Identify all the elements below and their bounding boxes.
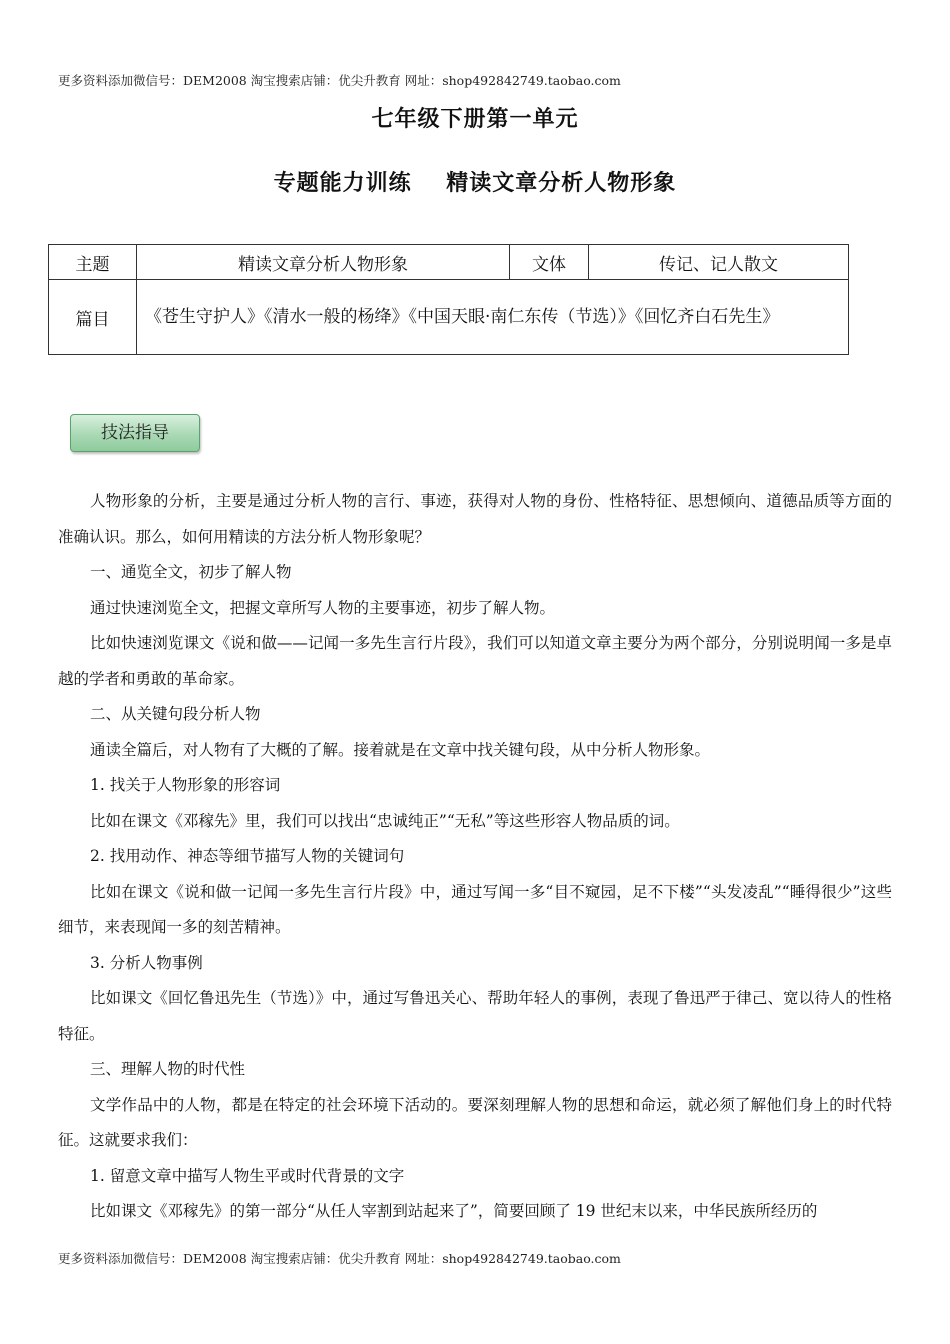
works-label: 篇目 — [49, 280, 137, 355]
page-footer: 更多资料添加微信号：DEM2008 淘宝搜索店铺：优尖升教育 网址：shop492842749.taobao.com — [58, 1251, 621, 1266]
paragraph: 文学作品中的人物，都是在特定的社会环境下活动的。要深刻理解人物的思想和命运，就必须了解他们身上的时代特征。这就要求我们： — [58, 1095, 892, 1149]
paragraph: 比如课文《邓稼先》的第一部分“从任人宰割到站起来了”，简要回顾了 19 世纪末以来，中华民族所经历的 — [90, 1202, 818, 1220]
paragraph: 比如快速浏览课文《说和做——记闻一多先生言行片段》，我们可以知道文章主要分为两个部分，分别说明闻一多是卓越的学者和勇敢的革命家。 — [58, 634, 892, 688]
info-table — [48, 244, 849, 355]
paragraph: 二、从关键句段分析人物 — [90, 705, 261, 723]
works-value: 《苍生守护人》《清水一般的杨绛》《中国天眼·南仁东传（节选）》《回忆齐白石先生》 — [137, 280, 849, 355]
paragraph: 3. 分析人物事例 — [90, 953, 203, 972]
table-row — [49, 280, 849, 355]
paragraph: 2. 找用动作、神态等细节描写人物的关键词句 — [90, 847, 405, 865]
paragraph: 比如课文《回忆鲁迅先生（节选）》中，通过写鲁迅关心、帮助年轻人的事例，表现了鲁迅严于律己、宽以待人的性格特征。 — [58, 989, 892, 1043]
paragraph: 1. 留意文章中描写人物生平或时代背景的文字 — [90, 1166, 405, 1185]
paragraph: 1. 找关于人物形象的形容词 — [90, 776, 281, 794]
paragraph: 通读全篇后，对人物有了大概的了解。接着就是在文章中找关键句段，从中分析人物形象。 — [90, 740, 711, 759]
paragraph: 比如在课文《说和做一记闻一多先生言行片段》中，通过写闻一多“目不窥园，足不下楼”“头发凌乱”“睡得很少”这些细节，来表现闻一多的刻苦精神。 — [58, 882, 892, 936]
genre-value: 传记、记人散文 — [589, 245, 849, 280]
unit-title: 七年级下册第一单元 — [371, 106, 579, 132]
paragraph: 三、理解人物的时代性 — [90, 1060, 246, 1078]
body-text — [58, 484, 892, 1230]
theme-label: 主题 — [49, 245, 137, 280]
paragraph: 人物形象的分析，主要是通过分析人物的言行、事迹，获得对人物的身份、性格特征、思想倾向、道德品质等方面的准确认识。那么，如何用精读的方法分析人物形象呢？ — [58, 492, 892, 546]
theme-value: 精读文章分析人物形象 — [137, 245, 510, 280]
paragraph: 通过快速浏览全文，把握文章所写人物的主要事迹，初步了解人物。 — [90, 598, 556, 617]
page-header: 更多资料添加微信号：DEM2008 淘宝搜索店铺：优尖升教育 网址：shop492842749.taobao.com — [58, 73, 621, 88]
technique-guide-badge: 技法指导 — [70, 414, 200, 452]
genre-label: 文体 — [510, 245, 589, 280]
table-row — [49, 245, 849, 280]
paragraph: 比如在课文《邓稼先》里，我们可以找出“忠诚纯正”“无私”等这些形容人物品质的词。 — [90, 811, 680, 830]
topic-title: 专题能力训练 精读文章分析人物形象 — [273, 170, 677, 196]
paragraph: 一、通览全文，初步了解人物 — [90, 563, 292, 581]
